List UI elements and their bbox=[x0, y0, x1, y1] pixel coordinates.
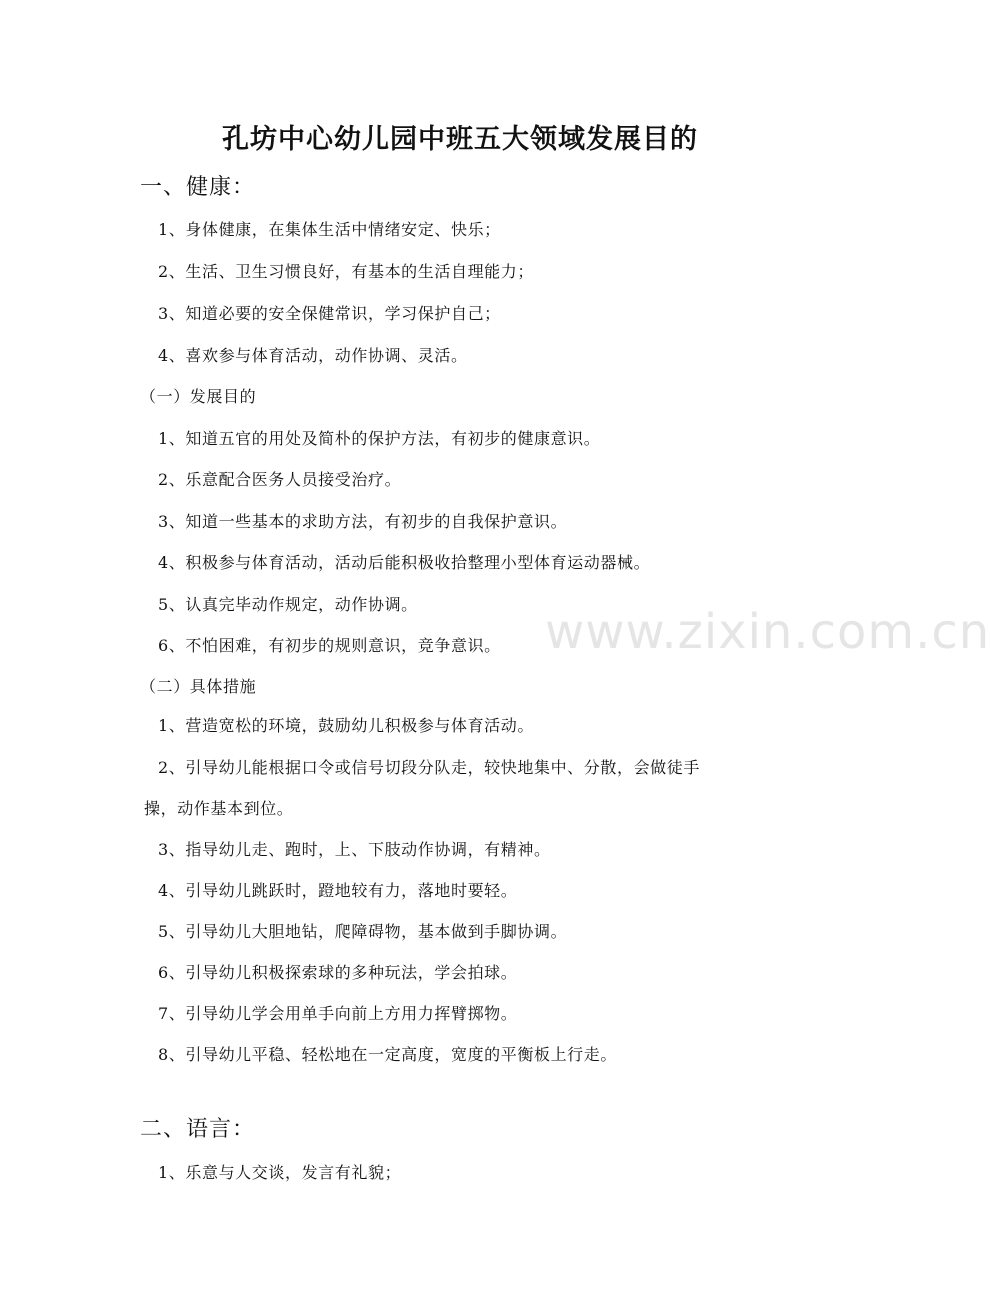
list-item-continuation: 操，动作基本到位。 bbox=[144, 799, 294, 818]
list-item: 5、认真完毕动作规定，动作协调。 bbox=[158, 595, 418, 614]
subsection-heading-measures: （二）具体措施 bbox=[140, 677, 257, 696]
list-item: 4、引导幼儿跳跃时，蹬地较有力，落地时要轻。 bbox=[158, 881, 518, 900]
list-item: 6、不怕困难，有初步的规则意识，竞争意识。 bbox=[158, 636, 501, 655]
subsection-heading-goals: （一）发展目的 bbox=[140, 387, 257, 406]
list-item: 3、知道一些基本的求助方法，有初步的自我保护意识。 bbox=[158, 512, 568, 531]
section-heading-health: 一、健康： bbox=[140, 175, 256, 200]
list-item: 1、营造宽松的环境，鼓励幼儿积极参与体育活动。 bbox=[158, 716, 534, 735]
watermark: www.zixin.com.cn bbox=[545, 604, 990, 660]
list-item: 4、喜欢参与体育活动，动作协调、灵活。 bbox=[158, 346, 468, 365]
document-title: 孔坊中心幼儿园中班五大领域发展目的 bbox=[222, 124, 698, 155]
list-item: 2、引导幼儿能根据口令或信号切段分队走，较快地集中、分散，会做徒手 bbox=[158, 758, 700, 777]
list-item: 2、生活、卫生习惯良好，有基本的生活自理能力； bbox=[158, 262, 534, 281]
list-item: 8、引导幼儿平稳、轻松地在一定高度，宽度的平衡板上行走。 bbox=[158, 1045, 617, 1064]
list-item: 1、乐意与人交谈，发言有礼貌； bbox=[158, 1163, 402, 1182]
list-item: 6、引导幼儿积极探索球的多种玩法，学会拍球。 bbox=[158, 963, 518, 982]
list-item: 4、积极参与体育活动，活动后能积极收拾整理小型体育运动器械。 bbox=[158, 553, 651, 572]
list-item: 2、乐意配合医务人员接受治疗。 bbox=[158, 470, 402, 489]
list-item: 7、引导幼儿学会用单手向前上方用力挥臂掷物。 bbox=[158, 1004, 518, 1023]
list-item: 5、引导幼儿大胆地钻，爬障碍物，基本做到手脚协调。 bbox=[158, 922, 568, 941]
section-heading-language: 二、语言： bbox=[140, 1117, 256, 1142]
list-item: 1、身体健康，在集体生活中情绪安定、快乐； bbox=[158, 220, 501, 239]
list-item: 1、知道五官的用处及简朴的保护方法，有初步的健康意识。 bbox=[158, 429, 601, 448]
list-item: 3、指导幼儿走、跑时，上、下肢动作协调，有精神。 bbox=[158, 840, 551, 859]
list-item: 3、知道必要的安全保健常识，学习保护自己； bbox=[158, 304, 501, 323]
